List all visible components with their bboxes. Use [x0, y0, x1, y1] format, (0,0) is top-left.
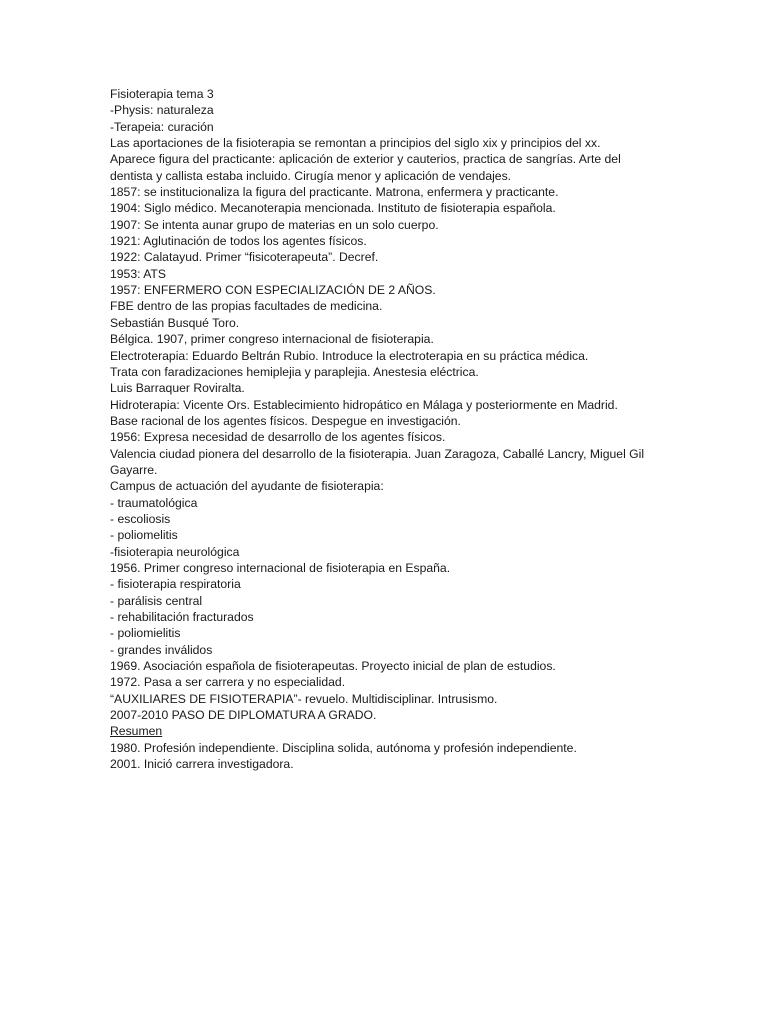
- text-line: 1904: Siglo médico. Mecanoterapia mencionada. Instituto de fisioterapia española.: [110, 201, 556, 216]
- list-item: - traumatológica: [110, 495, 198, 510]
- list-item: - poliomielitis: [110, 626, 181, 641]
- text-line: 1921: Aglutinación de todos los agentes físicos.: [110, 234, 367, 249]
- text-line: 1922: Calatayud. Primer “fisicoterapeuta”. Decref.: [110, 250, 379, 265]
- text-line: Sebastián Busqué Toro.: [110, 315, 240, 330]
- text-line: 1953: ATS: [110, 266, 167, 281]
- text-line: -Terapeia: curación: [110, 119, 214, 134]
- list-item: - parálisis central: [110, 593, 203, 608]
- text-line: Luis Barraquer Roviralta.: [110, 381, 245, 396]
- text-line: Base racional de los agentes físicos. Despegue en investigación.: [110, 413, 461, 428]
- text-line: Bélgica. 1907, primer congreso internacional de fisioterapia.: [110, 332, 434, 347]
- list-item: - grandes inválidos: [110, 642, 213, 657]
- document-body: [110, 86, 658, 772]
- text-line: Aparece figura del practicante: aplicación de exterior y cauterios, practica de sangrías. Arte del dentista y callista estaba incluido. Cirugía menor y aplicación de vendajes.: [110, 152, 621, 183]
- text-line: Hidroterapia: Vicente Ors. Establecimiento hidropático en Málaga y posteriormente en Madrid.: [110, 397, 618, 412]
- summary-heading: Resumen: [110, 724, 163, 739]
- list-item: - escoliosis: [110, 511, 171, 526]
- text-line: 1907: Se intenta aunar grupo de materias en un solo cuerpo.: [110, 217, 439, 232]
- text-line: 2007-2010 PASO DE DIPLOMATURA A GRADO.: [110, 708, 377, 723]
- text-line: 1969. Asociación española de fisioterapeutas. Proyecto inicial de plan de estudios.: [110, 659, 556, 674]
- text-line: -Physis: naturaleza: [110, 103, 214, 118]
- list-item: - fisioterapia respiratoria: [110, 577, 241, 592]
- text-line: 1980. Profesión independiente. Disciplina solida, autónoma y profesión independiente.: [110, 740, 577, 755]
- text-line: “AUXILIARES DE FISIOTERAPIA”- revuelo. Multidisciplinar. Intrusismo.: [110, 691, 498, 706]
- text-line: FBE dentro de las propias facultades de medicina.: [110, 299, 383, 314]
- list-item: - rehabilitación fracturados: [110, 610, 254, 624]
- document-title: Fisioterapia tema 3: [110, 87, 214, 101]
- text-line: 1857: se institucionaliza la figura del practicante. Matrona, enfermera y practicante.: [110, 185, 559, 200]
- text-line: Valencia ciudad pionera del desarrollo de la fisioterapia. Juan Zaragoza, Caballé Lancry, Miguel Gil Gayarre.: [110, 446, 645, 477]
- list-item: -fisioterapia neurológica: [110, 544, 240, 559]
- text-line: 1957: ENFERMERO CON ESPECIALIZACIÓN DE 2 AÑOS.: [110, 283, 436, 298]
- list-item: - poliomelitis: [110, 528, 178, 543]
- text-line: Las aportaciones de la fisioterapia se remontan a principios del siglo xix y principios del xx.: [110, 136, 601, 151]
- text-line: 1972. Pasa a ser carrera y no especialidad.: [110, 675, 346, 690]
- text-line: Electroterapia: Eduardo Beltrán Rubio. Introduce la electroterapia en su práctica médica.: [110, 348, 589, 363]
- text-line: Trata con faradizaciones hemiplejia y paraplejia. Anestesia eléctrica.: [110, 364, 479, 379]
- text-line: 2001. Inició carrera investigadora.: [110, 757, 294, 772]
- text-line: 1956. Primer congreso internacional de fisioterapia en España.: [110, 560, 451, 575]
- text-line: Campus de actuación del ayudante de fisioterapia:: [110, 479, 384, 494]
- text-line: 1956: Expresa necesidad de desarrollo de los agentes físicos.: [110, 430, 446, 445]
